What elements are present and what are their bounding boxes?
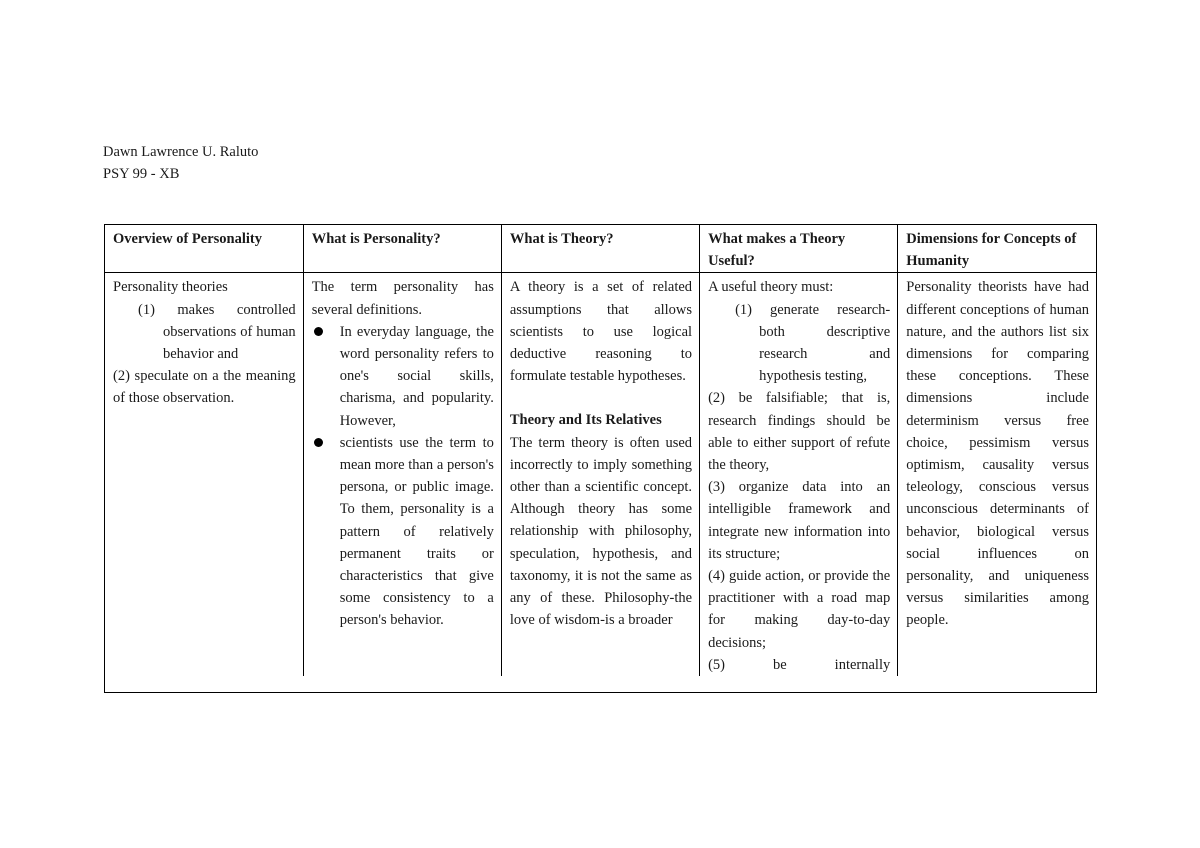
overview-intro: Personality theories <box>113 279 228 296</box>
column-header-theory: What is Theory? <box>501 225 699 273</box>
column-header-dimensions: Dimensions for Concepts of Humanity <box>898 225 1096 273</box>
course-code: PSY 99 - XB <box>103 166 180 182</box>
author-name: Dawn Lawrence U. Raluto <box>103 144 259 160</box>
bullet-icon <box>314 438 323 447</box>
theory-relatives-text: The term theory is often used incorrectly to imply something other than a scientific concept. Although theory has some relationship with philosophy, speculation, hypothesis, and taxonomy, it is not the same as any of these. Philosophy-the love of wisdom-is a broader <box>509 434 693 629</box>
theory-definition: A theory is a set of related assumptions that allows scientists to use logical deductive reasoning to formulate testable hypotheses. <box>509 279 693 385</box>
useful-intro: A useful theory must: <box>708 279 834 296</box>
personality-table <box>104 224 1097 693</box>
cell-useful <box>700 273 898 676</box>
column-header-personality: What is Personality? <box>303 225 501 273</box>
table-row <box>105 273 1096 676</box>
useful-item-1: (1) generate research- both descriptive research and hypothesis testing, <box>735 301 891 385</box>
theory-relatives-heading: Theory and Its Relatives <box>509 412 662 429</box>
useful-item-2: (2) be falsifiable; that is, research findings should be able to either support of refute the theory, <box>708 390 891 474</box>
useful-item-3: (3) organize data into an intelligible framework and integrate new information into its structure; <box>708 479 891 562</box>
useful-item-5: (5) be internally <box>708 656 891 673</box>
cell-theory <box>501 273 699 676</box>
column-header-overview: Overview of Personality <box>105 225 303 273</box>
table-header-row <box>105 225 1096 273</box>
column-header-useful: What makes a Theory Useful? <box>700 225 898 273</box>
bullet-icon <box>314 327 323 336</box>
overview-item-1: (1) makes controlled observations of human behavior and <box>138 301 296 363</box>
useful-item-4: (4) guide action, or provide the practitioner with a road map for making day-to-day decisions; <box>708 568 891 651</box>
spacer <box>510 387 692 409</box>
cell-personality <box>303 273 501 676</box>
personality-intro: The term personality has several definitions. <box>311 279 494 318</box>
personality-bullet-1: In everyday language, the word personality refers to one's social skills, charisma, and popularity. However, <box>312 321 494 432</box>
overview-item-2: (2) speculate on a the meaning of those observation. <box>113 368 296 407</box>
document-header <box>103 141 258 185</box>
cell-overview <box>105 273 303 676</box>
cell-dimensions <box>898 273 1096 676</box>
dimensions-text: Personality theorists have had different conceptions of human nature, and the authors list six dimensions for comparing these conceptions. These dimensions include determinism versus free choice, pessimism versus optimism, causality versus teleology, conscious versus unconscious determinants of behavior, biological versus social influences on personality, and uniqueness versus similarities among people. <box>906 279 1089 629</box>
personality-bullet-2: scientists use the term to mean more than a person's persona, or public image. To them, personality is a pattern of relatively permanent traits or characteristics that give some consistency to a person's behavior. <box>312 432 494 632</box>
